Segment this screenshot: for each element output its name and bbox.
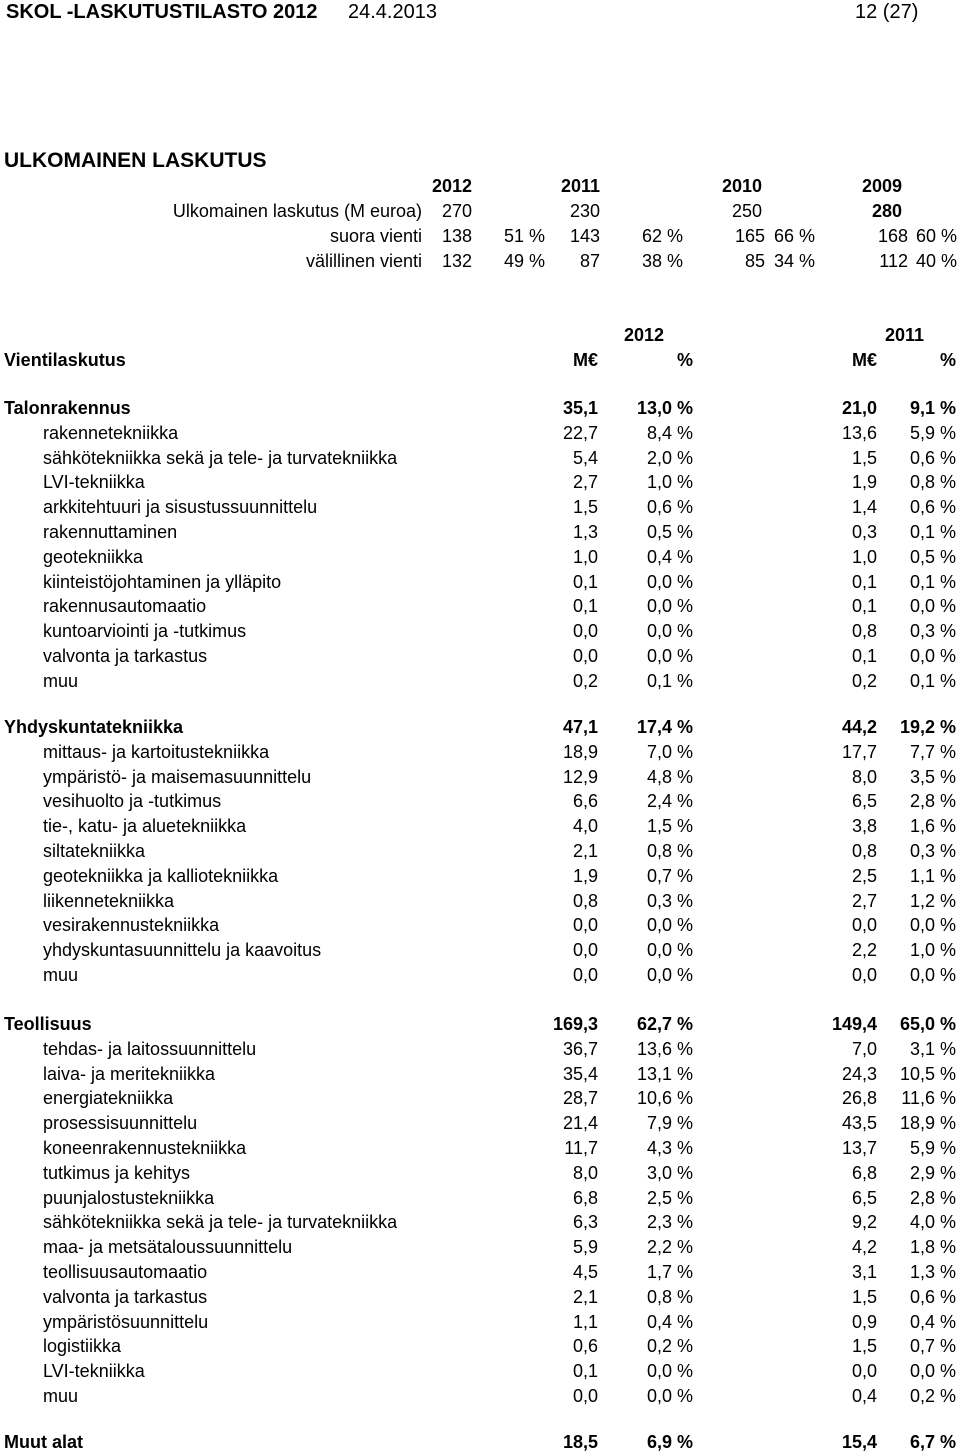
item-percent-2012: 7,9 %: [646, 1113, 693, 1133]
item-value-2011: 6,5: [851, 1188, 877, 1208]
item-percent-2012: 3,0 %: [646, 1163, 693, 1183]
col-header-percent: %: [676, 350, 693, 370]
item-value-2012: 4,0: [572, 816, 598, 836]
row-label: suora vienti: [329, 226, 422, 246]
group-value-2012: 169,3: [552, 1014, 598, 1034]
item-percent-2011: 3,1 %: [909, 1039, 956, 1059]
cell-percent: 49 %: [503, 251, 545, 271]
cell-value: 165: [734, 226, 765, 246]
item-percent-2012: 2,5 %: [646, 1188, 693, 1208]
item-percent-2011: 0,6 %: [909, 448, 956, 468]
item-percent-2011: 0,0 %: [909, 915, 956, 935]
cell-percent: 66 %: [773, 226, 815, 246]
item-name: muu: [43, 671, 79, 691]
item-percent-2012: 2,4 %: [646, 791, 693, 811]
item-value-2012: 12,9: [562, 767, 598, 787]
item-name: mittaus- ja kartoitustekniikka: [43, 742, 270, 762]
item-percent-2012: 0,0 %: [646, 965, 693, 985]
item-percent-2012: 1,5 %: [646, 816, 693, 836]
item-value-2011: 0,9: [851, 1312, 877, 1332]
group-percent-2011: 19,2 %: [899, 717, 956, 737]
item-percent-2011: 1,3 %: [909, 1262, 956, 1282]
item-value-2011: 1,0: [851, 547, 877, 567]
item-value-2011: 0,4: [851, 1386, 877, 1406]
item-value-2012: 18,9: [562, 742, 598, 762]
item-value-2012: 0,0: [572, 940, 598, 960]
item-percent-2011: 1,1 %: [909, 866, 956, 886]
item-name: LVI-tekniikka: [43, 1361, 145, 1381]
item-percent-2012: 0,1 %: [646, 671, 693, 691]
item-value-2012: 28,7: [562, 1088, 598, 1108]
col-header-meur: M€: [851, 350, 877, 370]
item-percent-2011: 5,9 %: [909, 423, 956, 443]
item-percent-2011: 1,0 %: [909, 940, 956, 960]
item-percent-2012: 0,0 %: [646, 1386, 693, 1406]
item-percent-2011: 0,5 %: [909, 547, 956, 567]
item-name: vesihuolto ja -tutkimus: [43, 791, 222, 811]
item-percent-2012: 0,0 %: [646, 621, 693, 641]
item-percent-2011: 2,8 %: [909, 1188, 956, 1208]
item-name: yhdyskuntasuunnittelu ja kaavoitus: [43, 940, 322, 960]
item-percent-2012: 4,3 %: [646, 1138, 693, 1158]
item-percent-2011: 4,0 %: [909, 1212, 956, 1232]
item-percent-2012: 0,0 %: [646, 915, 693, 935]
item-percent-2012: 1,0 %: [646, 472, 693, 492]
group-value-2011: 149,4: [831, 1014, 877, 1034]
item-name: logistiikka: [43, 1336, 122, 1356]
item-value-2012: 0,0: [572, 1386, 598, 1406]
item-value-2011: 13,7: [841, 1138, 877, 1158]
item-percent-2012: 13,1 %: [636, 1064, 693, 1084]
item-value-2012: 0,0: [572, 915, 598, 935]
item-value-2011: 1,9: [851, 472, 877, 492]
item-value-2011: 0,8: [851, 841, 877, 861]
item-percent-2011: 1,6 %: [909, 816, 956, 836]
item-percent-2011: 3,5 %: [909, 767, 956, 787]
report-title: SKOL -LASKUTUSTILASTO 2012: [6, 1, 318, 23]
item-value-2011: 9,2: [851, 1212, 877, 1232]
item-value-2011: 26,8: [841, 1088, 877, 1108]
item-value-2011: 8,0: [851, 767, 877, 787]
group-value-2011: 44,2: [841, 717, 877, 737]
item-value-2011: 0,2: [851, 671, 877, 691]
item-name: liikennetekniikka: [43, 891, 175, 911]
item-name: kuntoarviointi ja -tutkimus: [43, 621, 247, 641]
year-header-2011: 2011: [884, 325, 924, 345]
group-name: Teollisuus: [4, 1014, 92, 1034]
item-value-2011: 0,8: [851, 621, 877, 641]
item-value-2012: 1,3: [572, 522, 598, 542]
item-value-2012: 2,1: [572, 1287, 598, 1307]
item-value-2012: 2,7: [572, 472, 598, 492]
item-value-2012: 6,8: [572, 1188, 598, 1208]
item-name: maa- ja metsätaloussuunnittelu: [43, 1237, 293, 1257]
item-value-2012: 35,4: [562, 1064, 598, 1084]
item-percent-2012: 10,6 %: [636, 1088, 693, 1108]
item-percent-2011: 18,9 %: [899, 1113, 956, 1133]
cell-value: 87: [579, 251, 600, 271]
item-name: vesirakennustekniikka: [43, 915, 220, 935]
item-percent-2011: 0,2 %: [909, 1386, 956, 1406]
group-value-2012: 47,1: [562, 717, 598, 737]
item-percent-2012: 0,0 %: [646, 646, 693, 666]
cell-value: 250: [731, 201, 762, 221]
group-percent-2012: 13,0 %: [636, 398, 693, 418]
item-name: sähkötekniikka sekä ja tele- ja turvatekniikka: [43, 1212, 398, 1232]
item-percent-2011: 0,6 %: [909, 497, 956, 517]
group-percent-2011: 65,0 %: [899, 1014, 956, 1034]
item-percent-2012: 13,6 %: [636, 1039, 693, 1059]
item-percent-2012: 0,7 %: [646, 866, 693, 886]
cell-percent: 60 %: [915, 226, 957, 246]
cell-value: 270: [441, 201, 472, 221]
item-percent-2012: 0,4 %: [646, 1312, 693, 1332]
group-value-2012: 18,5: [562, 1432, 598, 1452]
group-percent-2012: 17,4 %: [636, 717, 693, 737]
item-value-2011: 6,8: [851, 1163, 877, 1183]
page-number: 12 (27): [855, 1, 919, 23]
year-header-2012: 2012: [623, 325, 664, 345]
item-percent-2012: 1,7 %: [646, 1262, 693, 1282]
item-value-2011: 0,3: [851, 522, 877, 542]
item-name: sähkötekniikka sekä ja tele- ja turvatekniikka: [43, 448, 398, 468]
row-label: välillinen vienti: [305, 251, 422, 271]
item-percent-2011: 1,8 %: [909, 1237, 956, 1257]
item-value-2011: 17,7: [841, 742, 877, 762]
group-value-2011: 15,4: [841, 1432, 877, 1452]
item-name: tehdas- ja laitossuunnittelu: [43, 1039, 257, 1059]
group-name: Muut alat: [4, 1432, 83, 1452]
item-value-2012: 0,1: [572, 1361, 598, 1381]
item-value-2012: 0,8: [572, 891, 598, 911]
item-name: muu: [43, 1386, 79, 1406]
item-percent-2011: 0,0 %: [909, 1361, 956, 1381]
group-percent-2011: 6,7 %: [909, 1432, 956, 1452]
cell-percent: 34 %: [773, 251, 815, 271]
item-name: LVI-tekniikka: [43, 472, 145, 492]
cell-value: 143: [569, 226, 600, 246]
item-name: geotekniikka: [43, 547, 144, 567]
col-header-meur: M€: [572, 350, 598, 370]
item-value-2011: 13,6: [841, 423, 877, 443]
cell-percent: 38 %: [641, 251, 683, 271]
item-value-2011: 2,7: [851, 891, 877, 911]
item-percent-2011: 0,0 %: [909, 596, 956, 616]
item-percent-2012: 0,5 %: [646, 522, 693, 542]
item-value-2012: 5,4: [572, 448, 598, 468]
item-name: rakennuttaminen: [43, 522, 178, 542]
year-header: 2009: [861, 176, 902, 196]
item-name: rakennetekniikka: [43, 423, 179, 443]
cell-percent: 51 %: [503, 226, 545, 246]
item-name: arkkitehtuuri ja sisustussuunnittelu: [43, 497, 318, 517]
item-value-2012: 36,7: [562, 1039, 598, 1059]
item-value-2012: 6,6: [572, 791, 598, 811]
item-percent-2011: 7,7 %: [909, 742, 956, 762]
item-value-2011: 2,2: [851, 940, 877, 960]
item-percent-2011: 11,6 %: [901, 1088, 956, 1108]
item-name: ympäristö- ja maisemasuunnittelu: [43, 767, 312, 787]
item-value-2011: 24,3: [841, 1064, 877, 1084]
group-value-2012: 35,1: [562, 398, 598, 418]
item-name: prosessisuunnittelu: [43, 1113, 198, 1133]
item-value-2011: 0,1: [851, 596, 877, 616]
item-percent-2012: 0,0 %: [646, 940, 693, 960]
item-name: siltatekniikka: [43, 841, 146, 861]
item-name: kiinteistöjohtaminen ja ylläpito: [43, 572, 282, 592]
item-percent-2011: 0,7 %: [909, 1336, 956, 1356]
item-percent-2012: 0,4 %: [646, 547, 693, 567]
item-value-2011: 6,5: [851, 791, 877, 811]
item-percent-2012: 2,2 %: [646, 1237, 693, 1257]
item-value-2012: 1,9: [572, 866, 598, 886]
cell-percent: 40 %: [915, 251, 957, 271]
group-name: Talonrakennus: [4, 398, 131, 418]
item-name: rakennusautomaatio: [43, 596, 207, 616]
item-value-2011: 1,4: [851, 497, 877, 517]
item-percent-2012: 2,0 %: [646, 448, 693, 468]
item-percent-2012: 0,0 %: [646, 572, 693, 592]
group-percent-2012: 6,9 %: [646, 1432, 693, 1452]
item-value-2011: 43,5: [841, 1113, 877, 1133]
item-percent-2011: 2,9 %: [909, 1163, 956, 1183]
item-percent-2012: 0,6 %: [646, 497, 693, 517]
item-value-2011: 0,0: [851, 915, 877, 935]
item-value-2011: 1,5: [851, 1336, 877, 1356]
item-value-2012: 8,0: [572, 1163, 598, 1183]
item-value-2011: 0,0: [851, 965, 877, 985]
item-name: puunjalostustekniikka: [43, 1188, 215, 1208]
item-value-2011: 0,1: [851, 646, 877, 666]
report-date: 24.4.2013: [348, 1, 437, 23]
item-percent-2011: 0,0 %: [909, 646, 956, 666]
item-percent-2011: 0,1 %: [909, 522, 956, 542]
row-label: Ulkomainen laskutus (M euroa): [172, 201, 422, 221]
item-percent-2012: 4,8 %: [646, 767, 693, 787]
item-value-2012: 0,0: [572, 646, 598, 666]
item-value-2012: 5,9: [572, 1237, 598, 1257]
item-percent-2011: 10,5 %: [899, 1064, 956, 1084]
item-value-2012: 1,0: [572, 547, 598, 567]
item-percent-2011: 1,2 %: [909, 891, 956, 911]
year-header: 2012: [431, 176, 472, 196]
item-value-2011: 4,2: [851, 1237, 877, 1257]
item-value-2011: 3,1: [851, 1262, 877, 1282]
item-value-2011: 3,8: [851, 816, 877, 836]
item-value-2011: 7,0: [851, 1039, 877, 1059]
item-percent-2011: 5,9 %: [909, 1138, 956, 1158]
item-value-2011: 1,5: [851, 1287, 877, 1307]
item-percent-2011: 0,0 %: [909, 965, 956, 985]
group-percent-2011: 9,1 %: [909, 398, 956, 418]
item-percent-2012: 0,2 %: [646, 1336, 693, 1356]
item-value-2012: 4,5: [572, 1262, 598, 1282]
item-percent-2011: 0,1 %: [909, 572, 956, 592]
group-value-2011: 21,0: [841, 398, 877, 418]
item-value-2012: 6,3: [572, 1212, 598, 1232]
item-value-2012: 0,1: [572, 596, 598, 616]
item-percent-2011: 2,8 %: [909, 791, 956, 811]
item-value-2012: 0,0: [572, 621, 598, 641]
item-percent-2012: 0,8 %: [646, 841, 693, 861]
item-value-2011: 0,0: [851, 1361, 877, 1381]
item-value-2012: 1,5: [572, 497, 598, 517]
cell-value: 168: [877, 226, 908, 246]
export-title: Vientilaskutus: [4, 350, 126, 370]
group-name: Yhdyskuntatekniikka: [4, 717, 184, 737]
item-percent-2012: 0,8 %: [646, 1287, 693, 1307]
item-name: ympäristösuunnittelu: [43, 1312, 209, 1332]
cell-value: 138: [441, 226, 472, 246]
item-name: valvonta ja tarkastus: [43, 646, 208, 666]
item-value-2012: 11,7: [564, 1138, 598, 1158]
cell-percent: 62 %: [641, 226, 683, 246]
item-percent-2011: 0,3 %: [909, 841, 956, 861]
item-name: tie-, katu- ja aluetekniikka: [43, 816, 247, 836]
col-header-percent: %: [939, 350, 956, 370]
year-header: 2010: [721, 176, 762, 196]
item-percent-2012: 0,0 %: [646, 596, 693, 616]
item-percent-2012: 8,4 %: [646, 423, 693, 443]
item-percent-2011: 0,4 %: [909, 1312, 956, 1332]
item-name: valvonta ja tarkastus: [43, 1287, 208, 1307]
item-name: energiatekniikka: [43, 1088, 174, 1108]
item-value-2012: 2,1: [572, 841, 598, 861]
cell-value: 112: [879, 251, 908, 271]
cell-value: 230: [569, 201, 600, 221]
item-value-2012: 22,7: [562, 423, 598, 443]
item-value-2012: 21,4: [562, 1113, 598, 1133]
foreign-billing-title: ULKOMAINEN LASKUTUS: [4, 149, 267, 172]
year-header: 2011: [560, 176, 600, 196]
item-name: teollisuusautomaatio: [43, 1262, 208, 1282]
item-name: geotekniikka ja kalliotekniikka: [43, 866, 279, 886]
item-percent-2012: 0,0 %: [646, 1361, 693, 1381]
item-value-2012: 0,6: [572, 1336, 598, 1356]
item-value-2011: 0,1: [851, 572, 877, 592]
cell-value: 85: [744, 251, 765, 271]
group-percent-2012: 62,7 %: [636, 1014, 693, 1034]
item-value-2011: 1,5: [851, 448, 877, 468]
item-percent-2012: 0,3 %: [646, 891, 693, 911]
item-value-2012: 1,1: [572, 1312, 598, 1332]
item-percent-2011: 0,8 %: [909, 472, 956, 492]
item-name: koneenrakennustekniikka: [43, 1138, 247, 1158]
item-percent-2011: 0,6 %: [909, 1287, 956, 1307]
item-name: laiva- ja meritekniikka: [43, 1064, 216, 1084]
item-value-2012: 0,2: [572, 671, 598, 691]
item-percent-2011: 0,1 %: [909, 671, 956, 691]
item-percent-2012: 7,0 %: [646, 742, 693, 762]
cell-value: 280: [871, 201, 902, 221]
item-value-2011: 2,5: [851, 866, 877, 886]
item-name: muu: [43, 965, 79, 985]
item-name: tutkimus ja kehitys: [43, 1163, 191, 1183]
cell-value: 132: [441, 251, 472, 271]
item-percent-2012: 2,3 %: [646, 1212, 693, 1232]
item-value-2012: 0,0: [572, 965, 598, 985]
item-value-2012: 0,1: [572, 572, 598, 592]
item-percent-2011: 0,3 %: [909, 621, 956, 641]
